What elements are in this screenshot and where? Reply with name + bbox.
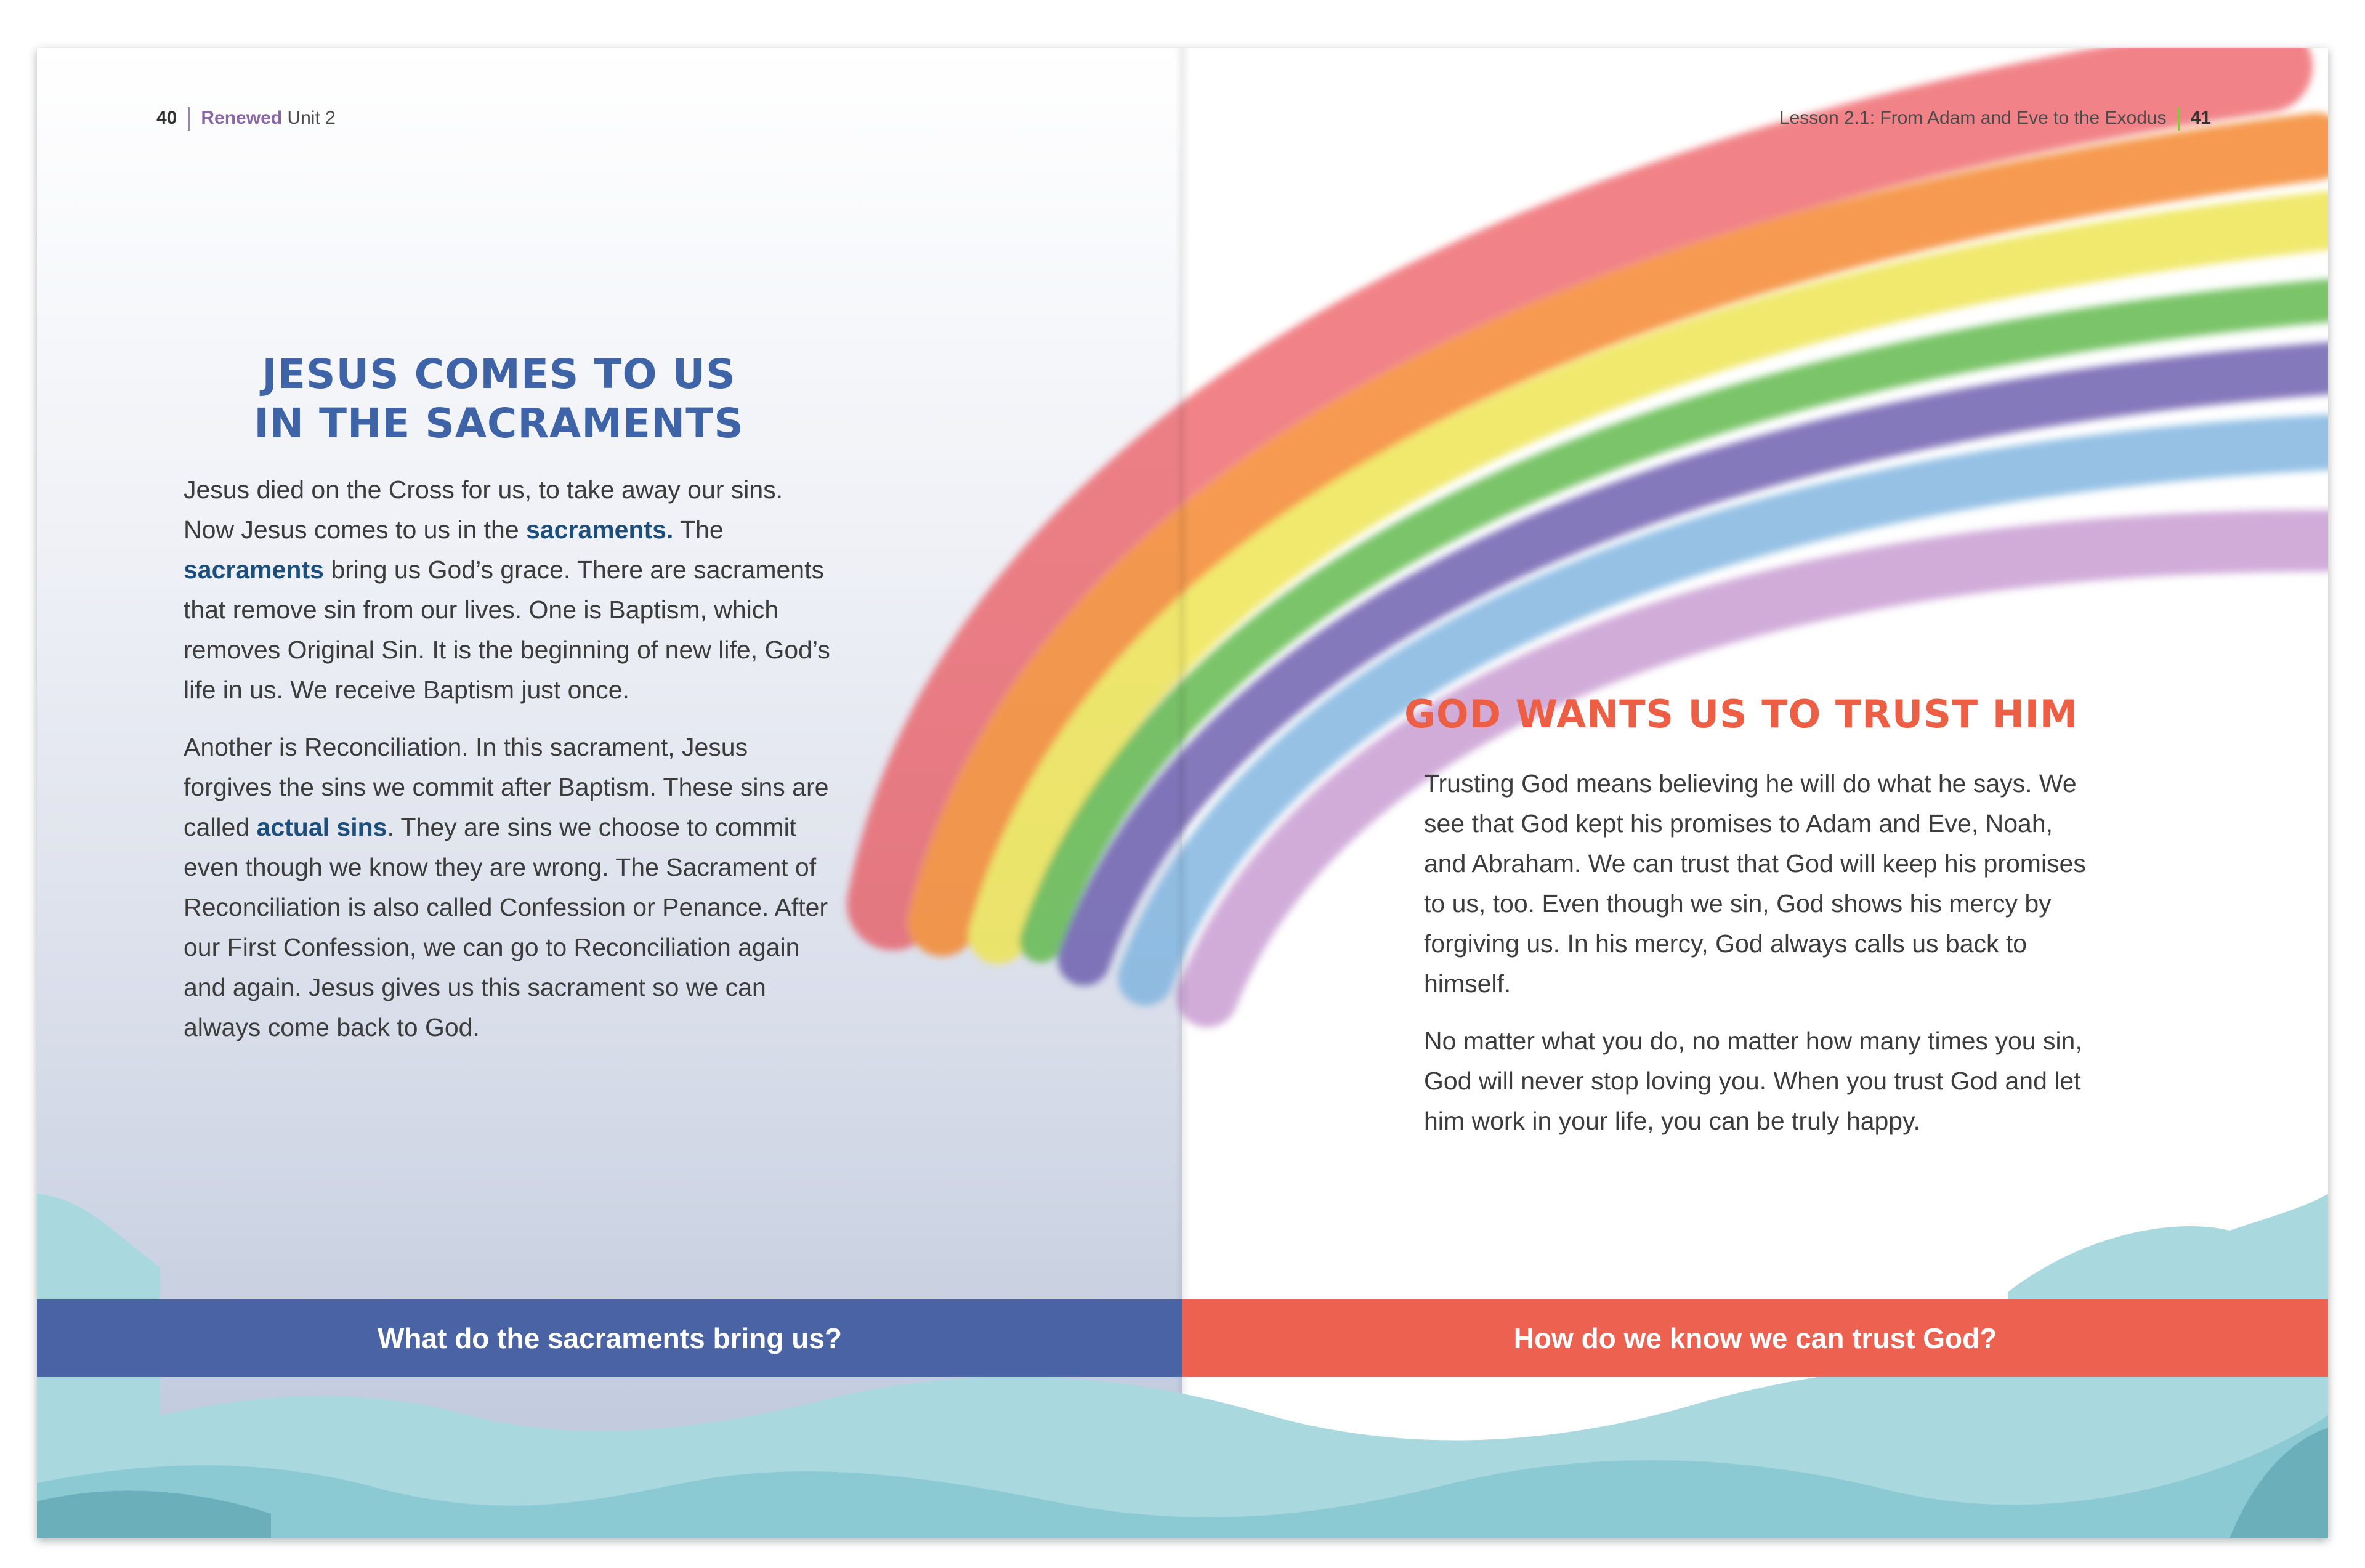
book-spread <box>37 48 2328 1538</box>
text-run: Jesus died on the Cross for us, to take away our sins. Now Jesus comes to us in the <box>184 475 783 544</box>
question-text: What do the sacraments bring us? <box>378 1322 842 1354</box>
keyword-sacraments[interactable]: sacraments <box>184 556 324 584</box>
text-run: Another is Reconciliation. In this sacrament, Jesus forgives the sins we commit after Baptism. These sins are called <box>184 733 829 841</box>
page-number-left: 40 <box>156 107 177 128</box>
paragraph: Trusting God means believing he will do what he says. We see that God kept his promises to Adam and Eve, Noah, and Abraham. We can trust that God will keep his promises to us, too. Even though we sin, God shows his mercy by forgiving us. In his mercy, God always calls us back to himself. <box>1424 769 2086 998</box>
paragraph <box>184 470 836 710</box>
heading-line-2: IN THE SACRAMENTS <box>254 400 744 447</box>
running-head-left <box>156 107 336 131</box>
lesson-title: Lesson 2.1: From Adam and Eve to the Exodus <box>1779 107 2167 128</box>
paragraph <box>184 727 836 1048</box>
body-text-right <box>1424 764 2101 1158</box>
heading-line-1: JESUS COMES TO US <box>262 350 736 398</box>
body-text-left <box>184 470 836 1065</box>
text-run: . They are sins we choose to commit even though we know they are wrong. The Sacrament of Reconciliation is also called Confession or Penance. After our First Confession, we can go to Reconciliation again and again. Jesus gives us this sacrament so we can always come back to God. <box>184 813 828 1041</box>
text-run: The <box>673 515 724 544</box>
paragraph: No matter what you do, no matter how many times you sin, God will never stop loving you. When you trust God and let him work in your life, you can be truly happy. <box>1424 1027 2082 1135</box>
section-heading-sacraments <box>160 350 838 448</box>
question-text: How do we know we can trust God? <box>1513 1322 1997 1354</box>
keyword-actual-sins[interactable]: actual sins <box>256 813 387 841</box>
question-band-right <box>1182 1299 2328 1377</box>
section-heading-trust: GOD WANTS US TO TRUST HIM <box>1404 692 2079 737</box>
series-name: Renewed <box>201 107 283 128</box>
divider <box>188 107 190 131</box>
divider <box>2178 107 2180 131</box>
page-number-right: 41 <box>2190 107 2211 128</box>
unit-label: Unit 2 <box>287 107 336 128</box>
question-band-left <box>37 1299 1182 1377</box>
running-head-right <box>1779 107 2211 131</box>
keyword-sacraments[interactable]: sacraments. <box>526 515 674 544</box>
text-run: bring us God’s grace. There are sacraments that remove sin from our lives. One is Baptism, which removes Original Sin. It is the beginning of new life, God’s life in us. We receive Baptism just once. <box>184 556 830 704</box>
